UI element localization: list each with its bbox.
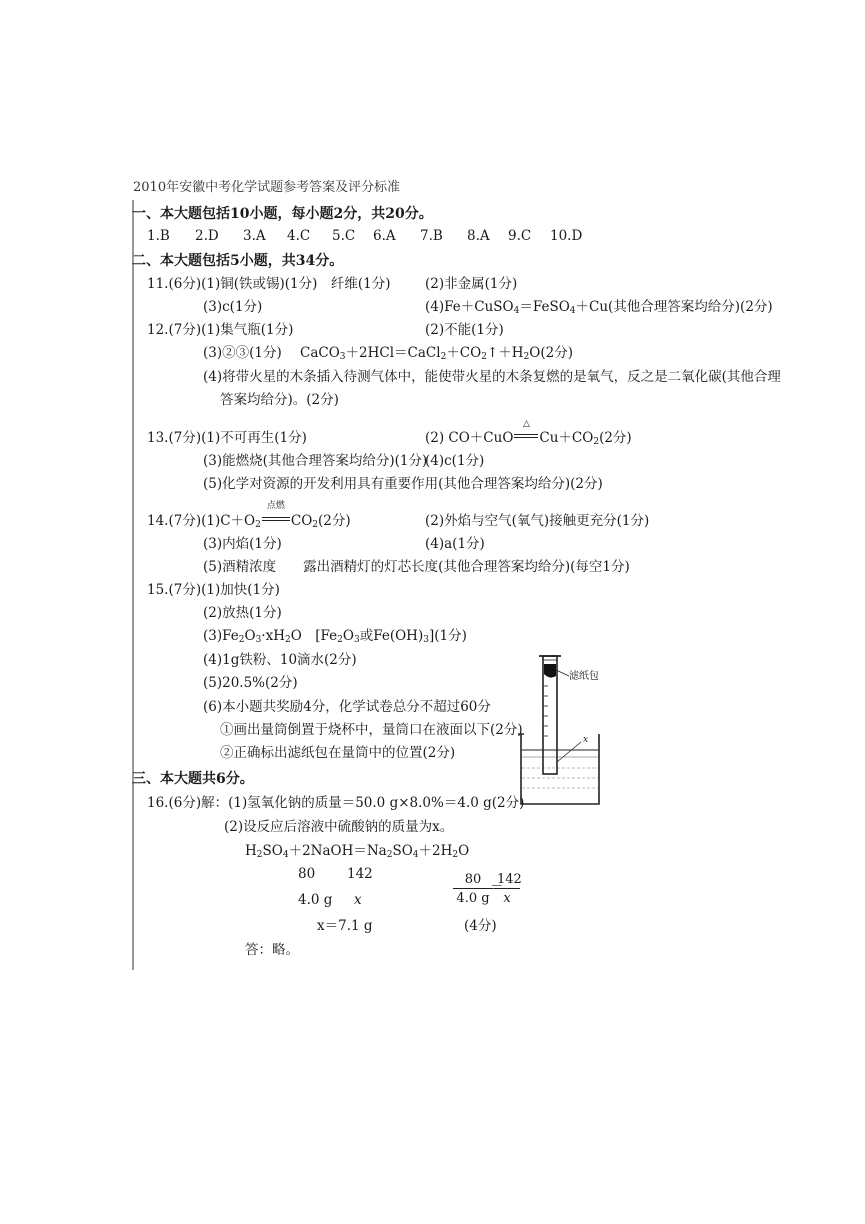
q11-part2: (2)非金属(1分) <box>425 276 518 292</box>
q16-mass-naoh: 4.0 g <box>298 892 333 908</box>
answer-5: 5.C <box>332 228 356 244</box>
ignite-condition: 点燃 <box>266 501 285 511</box>
q11-line1: 11.(6分)(1)铜(铁或锡)(1分) 纤维(1分) <box>147 276 391 292</box>
q16-part2: (2)设反应后溶液中硫酸钠的质量为x。 <box>224 819 454 835</box>
section3-heading: 三、本大题共6分。 <box>132 771 254 787</box>
answer-10: 10.D <box>550 228 583 244</box>
answer-4: 4.C <box>287 228 311 244</box>
q16-unknown-x: x <box>354 892 362 908</box>
scan-left-edge <box>132 200 134 970</box>
q16-molar-mass-na2so4: 142 <box>347 866 373 882</box>
q15-part6-item1: ①画出量筒倒置于烧杯中，量筒口在液面以下(2分) <box>220 722 523 738</box>
q11-part3: (3)c(1分) <box>203 299 263 315</box>
proportion-left-fraction: $\frac{80}{4.0 g}$ <box>453 872 493 906</box>
q13-line1: 13.(7分)(1)不可再生(1分) <box>147 430 307 446</box>
heat-condition: △ <box>522 419 530 429</box>
q16-molar-mass-naoh: 80 <box>298 866 316 882</box>
answer-7: 7.B <box>420 228 443 244</box>
q14-part5: (5)酒精浓度 露出酒精灯的灯芯长度(其他合理答案均给分)(每空1分) <box>203 559 630 575</box>
q15-part5: (5)20.5%(2分) <box>203 675 298 691</box>
q15-line1: 15.(7分)(1)加快(1分) <box>147 582 280 598</box>
q11-part4-equation: (4)Fe＋CuSO$_4$＝FeSO$_4$＋Cu(其他合理答案均给分)(2分) <box>425 299 773 316</box>
q12-part3: (3)②③(1分) <box>203 345 282 361</box>
q16-points: (4分) <box>464 918 497 934</box>
q12-part4-continued: 答案均给分)。(2分) <box>220 392 339 408</box>
figure-label-filter-paper: 滤纸包 <box>569 671 599 682</box>
answer-9: 9.C <box>508 228 532 244</box>
section2-heading: 二、本大题包括5小题，共34分。 <box>132 253 344 269</box>
q15-part6: (6)本小题共奖励4分，化学试卷总分不超过60分 <box>203 699 491 715</box>
q15-part3: $(3)Fe_2O_3\cdot xH_2O$ [$Fe_2O_3$或$Fe(OH)_3](1$分) <box>203 628 467 645</box>
q12-equation: $CaCO_3+2HCl=CaCl_2+CO_2↑+H_2O(2$分) <box>300 345 573 362</box>
q16-line1: 16.(6分)解：(1)氢氧化钠的质量＝50.0 g×8.0%＝4.0 g(2分) <box>147 795 525 811</box>
q14-part3: (3)内焰(1分) <box>203 536 282 552</box>
answer-1: 1.B <box>147 228 170 244</box>
answer-3: 3.A <box>243 228 266 244</box>
page-title: 2010年安徽中考化学试题参考答案及评分标准 <box>133 180 401 195</box>
q12-part4: (4)将带火星的木条插入待测气体中，能使带火星的木条复燃的是氧气，反之是二氧化碳(其他合理 <box>203 369 781 385</box>
apparatus-figure <box>515 650 625 810</box>
q15-part6-item2: ②正确标出滤纸包在量筒中的位置(2分) <box>220 745 456 761</box>
q13-part5: (5)化学对资源的开发利用具有重要作用(其他合理答案均给分)(2分) <box>203 476 603 492</box>
q13-part2-equation: (2) CO＋CuO △ $Cu+CO_2(2$分) <box>425 419 632 447</box>
q16-result: x＝7.1 g <box>317 918 373 934</box>
answer-8: 8.A <box>467 228 490 244</box>
answer-2: 2.D <box>195 228 219 244</box>
answer-6: 6.A <box>373 228 396 244</box>
q15-part2: (2)放热(1分) <box>203 605 282 621</box>
q14-part2: (2)外焰与空气(氧气)接触更充分(1分) <box>425 513 650 529</box>
q13-part3: (3)能燃烧(其他合理答案均给分)(1分) <box>203 453 428 469</box>
q14-line1: 14.(7分)$(1)C+O_2$ 点燃 $CO_2(2$分) <box>147 501 351 530</box>
q16-equation: $H_2SO_4+2NaOH=Na_2SO_4+2H_2O$ <box>245 843 470 860</box>
section1-heading: 一、本大题包括10小题，每小题2分，共20分。 <box>132 206 433 222</box>
q14-part4: (4)a(1分) <box>425 536 485 552</box>
proportion-equals: ＝ <box>490 880 504 896</box>
q15-part4: (4)1g铁粉、10滴水(2分) <box>203 652 357 668</box>
q12-line1: 12.(7分)(1)集气瓶(1分) <box>147 322 294 338</box>
q16-answer: 答：略。 <box>245 942 299 958</box>
svg-text:x: x <box>583 735 589 745</box>
q12-part2: (2)不能(1分) <box>425 322 504 338</box>
proportion-right-fraction: $\frac{142}{x}$ <box>494 872 520 906</box>
q13-part4: (4)c(1分) <box>425 453 485 469</box>
